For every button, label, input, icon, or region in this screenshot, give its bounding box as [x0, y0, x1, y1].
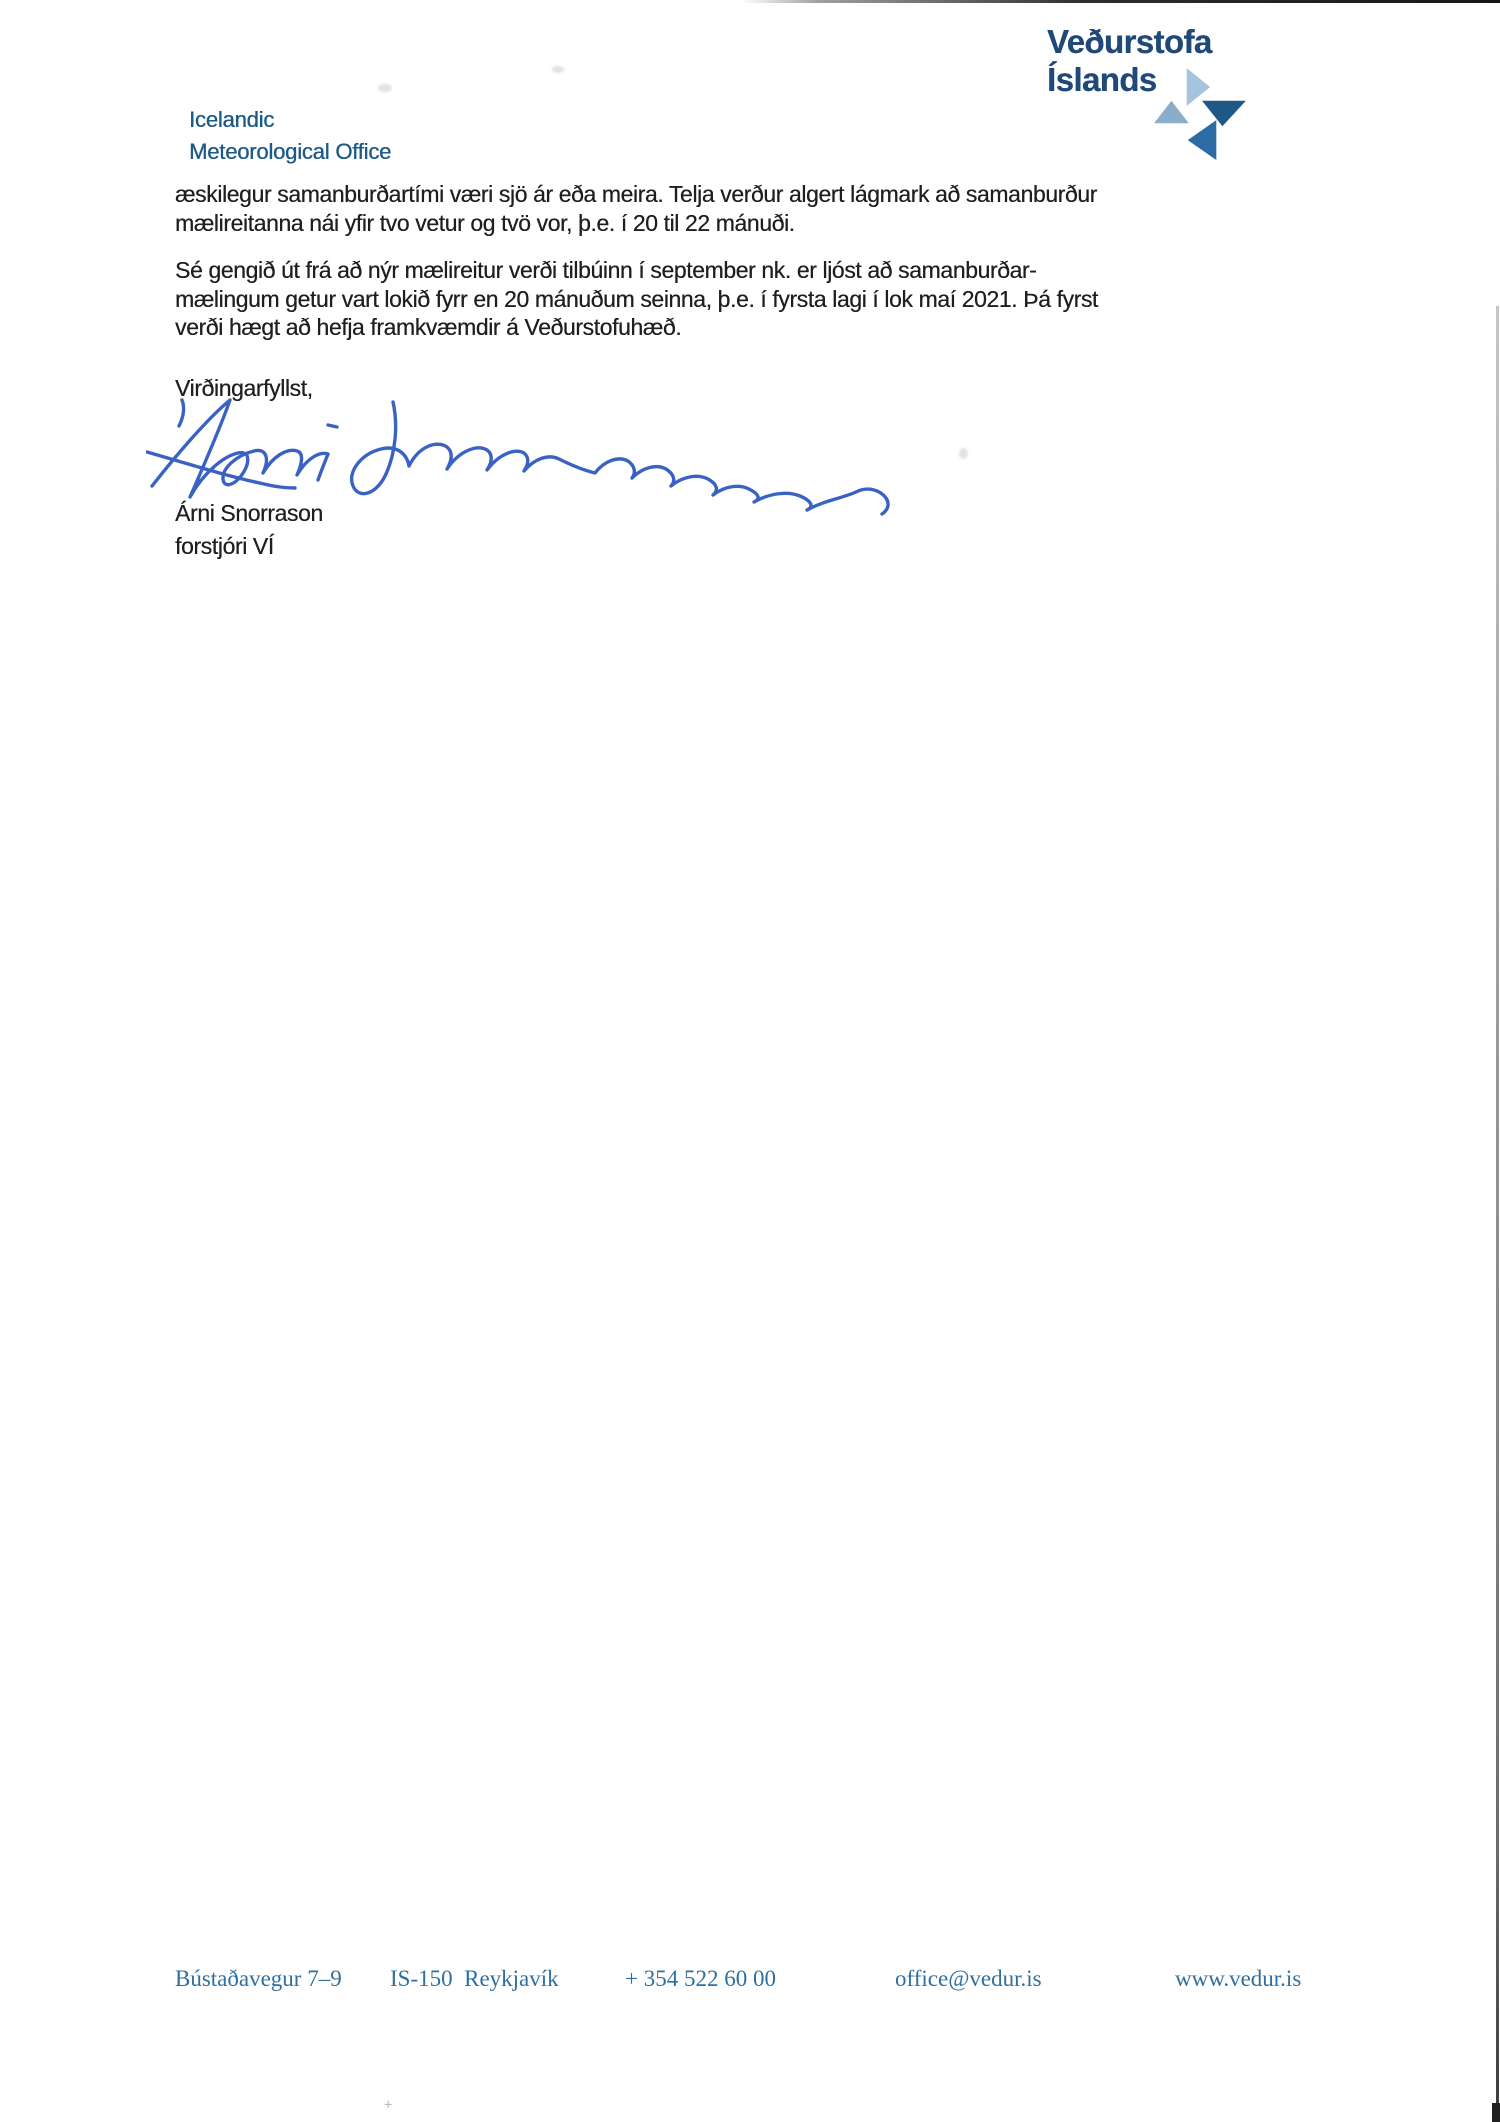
footer-email: office@vedur.is — [895, 1966, 1042, 1991]
pinwheel-triangle-top — [1187, 68, 1210, 106]
scan-artifact-corner — [1492, 2103, 1500, 2122]
body-paragraph-1 — [175, 180, 1097, 237]
scan-artifact-top-edge — [742, 0, 1500, 3]
pinwheel-triangle-bottom — [1188, 120, 1217, 160]
paragraph-2-line-3: verði hægt að hefja framkvæmdir á Veðurstofuhæð. — [175, 314, 682, 341]
paragraph-2-line-1: Sé gengið út frá að nýr mælireitur verði tilbúinn í september nk. er ljóst að samanburðar- — [175, 257, 1037, 283]
footer-address: Bústaðavegur 7–9 — [175, 1966, 342, 1991]
pinwheel-triangle-left — [1154, 101, 1189, 123]
closing-salutation: Virðingarfyllst, — [175, 375, 313, 401]
signer-title: forstjóri VÍ — [175, 532, 274, 559]
footer-website: www.vedur.is — [1175, 1966, 1302, 1991]
footer-postal-city: IS-150 Reykjavík — [390, 1966, 559, 1991]
paragraph-2-line-2: mælingum getur vart lokið fyrr en 20 mánuðum seinna, þ.e. í fyrsta lagi í lok maí 2021. Þá fyrst — [175, 285, 1098, 312]
logo-wordmark-line2: Íslands — [1047, 61, 1157, 98]
registration-mark: + — [384, 2097, 393, 2113]
scan-artifact-right-edge — [1496, 306, 1499, 2122]
paragraph-1-line-2: mælireitanna nái yfir tvo vetur og tvö vor, þ.e. í 20 til 22 mánuði. — [175, 209, 795, 236]
footer-phone: + 354 522 60 00 — [625, 1966, 776, 1991]
sender-name-line1: Icelandic — [189, 107, 275, 132]
scan-smudge — [959, 448, 968, 459]
paragraph-1-line-1: æskilegur samanburðartími væri sjö ár eða meira. Telja verður algert lágmark að samanburður — [175, 181, 1097, 207]
scan-smudge — [378, 84, 392, 92]
body-paragraph-2 — [175, 256, 1098, 342]
signer-block — [175, 497, 323, 562]
pinwheel-icon — [1150, 60, 1252, 162]
scan-smudge — [552, 66, 564, 73]
signer-name: Árni Snorrason — [175, 500, 323, 526]
sender-block — [189, 104, 391, 168]
sender-name-line2: Meteorological Office — [189, 139, 392, 164]
pinwheel-triangle-right — [1202, 101, 1246, 127]
logo-wordmark-line1: Veðurstofa — [1047, 23, 1212, 60]
